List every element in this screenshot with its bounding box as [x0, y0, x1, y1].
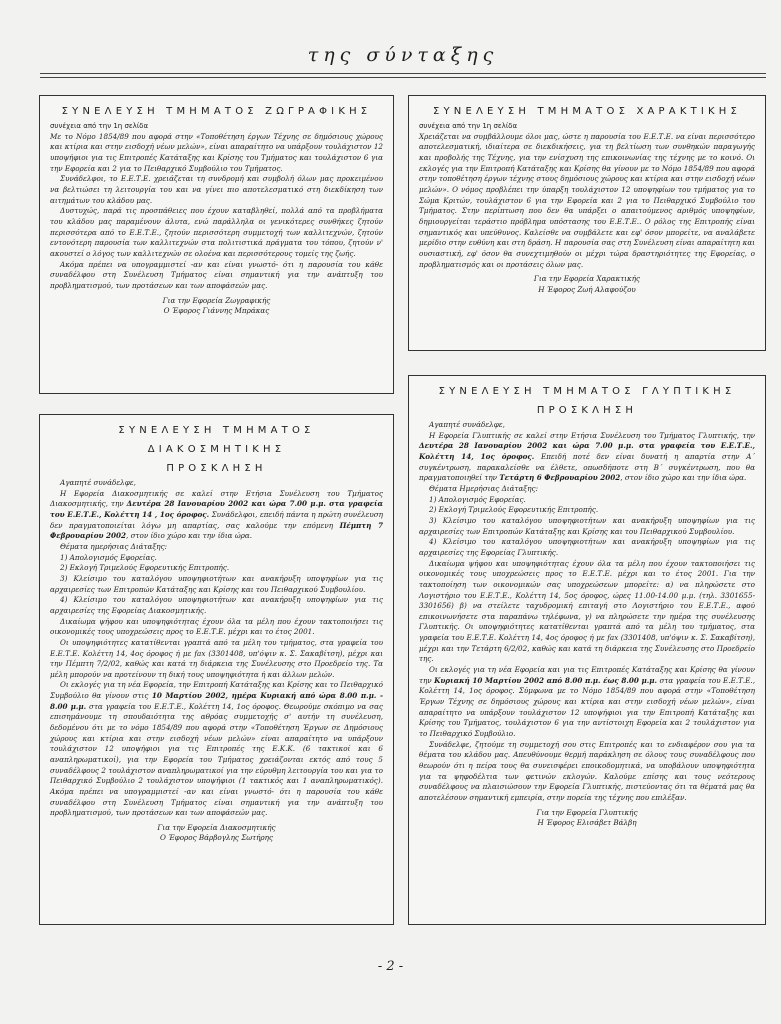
text-span: Επειδή ποτέ δεν είναι δυνατή η απαρτία στην Α΄ συγκέντρωση, παρακαλείσθε να έλθετε, οπωσδήποτε στη Β΄ συγκέντρωση, που θα πραγματοποιηθεί την [419, 451, 756, 483]
signature-line: Για την Εφορεία Ζωγραφικής [162, 295, 271, 305]
signature [419, 274, 755, 295]
signature [50, 823, 383, 844]
box-title: ΣΥΝΕΛΕΥΣΗ ΤΜΗΜΑΤΟΣ ΖΩΓΡΑΦΙΚΗΣ [61, 106, 372, 117]
greeting: Αγαπητέ συνάδελφε, [429, 420, 505, 429]
paragraph [419, 665, 755, 740]
paragraph: Δυστυχώς, παρά τις προσπάθειες που έχουν καταβληθεί, πολλά από τα προβλήματα του κλάδου μας παραμένουν άλυτα, ενώ παράλληλα οι γενικότερες συνθήκες ζητούν περισσότερα από το Ε.Ε.Τ.Ε., ζητούν περισσότερη συμμετοχή των καλλιτεχνών, ζητούν εντονότερη παρουσία των καλλιτεχνών στα πολιτιστικά πράγματα του τόπου, ζητούν ν' ακουστεί ο λόγος των καλλιτεχνών σε ολοένα και περισσότερους τομείς της ζωής. [50, 206, 383, 259]
article-body [50, 132, 383, 292]
agenda-item: 3) Κλείσιμο του καταλόγου υποψηφιοτήτων και ανακήρυξη υποψηφίων για τις αρχαιρεσίες των Επιτροπών Κατάταξης και Κρίσης και του Πειθαρχικού Συμβουλίου. [50, 573, 383, 594]
section-header: της σύνταξης [307, 44, 499, 66]
text-span: στα γραφεία του Ε.Ε.Τ.Ε., Κολέττη 14, 1ος όροφος. Σύμφωνα με το Νόμο 1854/89 που αφορά στην «Τοποθέτηση Έργων Τέχνης σε δημόσιους χώρους και κτίρια και στην εισδοχή νέων μελών», είναι απαραίτητο να υπάρξουν τουλάχιστον 12 υποψήφιοι για την Επιτροπή Κατάταξης και Κρίσης του Τμήματος, τουλάχιστον 6 για την αντίστοιχη Εφορεία και 2 τουλάχιστον για το Πειθαρχικό Συμβούλιο. [419, 675, 756, 739]
box-title: ΣΥΝΕΛΕΥΣΗ ΤΜΗΜΑΤΟΣ ΓΛΥΠΤΙΚΗΣ [438, 386, 736, 397]
signature-line: Για την Εφορεία Γλυπτικής [536, 807, 638, 817]
text-span: Συνάδελφοι, επειδή πάντα η πρώτη συνέλευση δεν πραγματοποιείται λόγω μη απαρτίας, σας καλούμε την επόμενη [50, 509, 383, 530]
box-subtitle: ΠΡΟΣΚΛΗΣΗ [536, 405, 638, 416]
continued-note: συνέχεια από την 1η σελίδα [50, 122, 149, 130]
header-rule-top [40, 73, 766, 74]
box-engraving [408, 95, 766, 351]
signature-name: Ο Έφορος Βάρβογλης Σωτήρης [160, 833, 273, 843]
article-body [419, 420, 755, 804]
signature-line: Για την Εφορεία Χαρακτικής [533, 274, 641, 284]
agenda-item: 2) Εκλογή Τριμελούς Εφορευτικής Επιτροπής. [60, 563, 230, 573]
signature-line: Για την Εφορεία Διακοσμητικής [157, 823, 276, 832]
agenda-item: 1) Απολογισμός Εφορείας. [60, 552, 157, 562]
page-number: - 2 - [377, 959, 404, 974]
signature-name: Ο Έφορος Γιάννης Μπράκας [163, 306, 270, 316]
signature-name: Η Έφορος Ζωή Αλαφούζου [538, 284, 636, 294]
text-span: Οι εκλογές για τη νέα Εφορεία, την Επιτροπή Κατάταξης και Κρίσης και το Πειθαρχικό Συμβούλιο θα γίνουν στις [50, 680, 383, 701]
signature [419, 808, 755, 829]
article-body [50, 478, 383, 819]
box-title: ΣΥΝΕΛΕΥΣΗ ΤΜΗΜΑΤΟΣ ΧΑΡΑΚΤΙΚΗΣ [432, 106, 742, 117]
paragraph: Δικαίωμα ψήφου και υποψηφιότητας έχουν όλα τα μέλη που έχουν τακτοποιήσει τις οικονομικές τους υποχρεώσεις προς το Ε.Ε.Τ.Ε. μέχρι και το έτος 2001. Για την τακτοποίηση των οικονομικών σας υποχρεώσεων μπορείτε: α) να πληρώσετε στο Λογιστήριο του Ε.Ε.Τ.Ε., Κολέττη 14, 5ος όροφος, ώρες 11.00-14.00 μ.μ. (τηλ. 3301655-3301656) β) να στείλετε ταχυδρομική επιταγή στο Λογιστήριο του Ε.Ε.Τ.Ε., αφού επικοινωνήσετε στα παραπάνω τηλέφωνα, γ) να πληρώσετε την ημέρα της συνέλευσης Γλυπτικής. Οι υποψηφιότητες κατατίθενται γραπτά από τα μέλη του τμήματος, στα γραφεία του Ε.Ε.Τ.Ε. Κολέττη 14, 4ος όροφος ή με fax (3301408, υπ'όψιν κ. Σ. Σακαβίτση), μέχρι και την Τετάρτη 6/2/02, καθώς και κατά τη διάρκεια της Συνέλευσης στο Προεδρείο της. [419, 558, 755, 664]
paragraph [50, 489, 383, 542]
text-span: Η Εφορεία Διακοσμητικής σε καλεί στην Ετήσια Συνέλευση του Τμήματος Διακοσμητικής, την [50, 488, 383, 509]
agenda-item: 4) Κλείσιμο του καταλόγου υποψηφιοτήτων και ανακήρυξη υποψηφίων για τις αρχαιρεσίες της Εφορείας Διακοσμητικής. [50, 595, 383, 615]
text-span: Οι εκλογές για τη νέα Εφορεία και για τις Επιτροπές Κατάταξης και Κρίσης θα γίνουν την [419, 665, 755, 685]
agenda-item: 4) Κλείσιμο του καταλόγου υποψηφιοτήτων και ανακήρυξη υποψηφίων για τις αρχαιρεσίες της Εφορείας Γλυπτικής. [419, 537, 755, 557]
paragraph: Συνάδελφοι, το Ε.Ε.Τ.Ε. χρειάζεται τη συνδρομή και συμβολή όλων μας προκειμένου να βελτιώσει τη λειτουργία του και να γίνει πιο αποτελεσματικό στη διεκδίκηση των αιτημάτων του κλάδου μας. [50, 174, 383, 205]
paragraph: Συνάδελφε, ζητούμε τη συμμετοχή σου στις Επιτροπές και το ενδιαφέρον σου για τα θέματα του κλάδου μας. Απευθύνουμε θερμή παράκληση σε όλους τους συναδέλφους που θεωρούν ότι η πείρα τους θα συνεισφέρει εποικοδομητικά, να υποβάλουν υποψηφιότητα για τα ψηφοδέλτια των φετινών εκλογών. Καλούμε επίσης και τους νεότερους συναδέλφους να πλαισιώσουν την Εφορεία Γλυπτικής, πιστεύοντας ότι τα θέματά μας θα αποτελέσουν σημαντική εμπειρία, στην πορεία της τέχνης που επιλέξαν. [419, 739, 755, 802]
box-painting [39, 95, 394, 394]
text-span: , στον ίδιο χώρο και την ίδια ώρα. [126, 531, 253, 541]
paragraph: Δικαίωμα ψήφου και υποψηφιότητας έχουν όλα τα μέλη που έχουν τακτοποιήσει τις οικονομικές τους υποχρεώσεις προς το Ε.Ε.Τ.Ε. μέχρι και το έτος 2001. [50, 616, 383, 637]
agenda-item: 2) Εκλογή Τριμελούς Εφορευτικής Επιτροπής. [429, 505, 599, 515]
date-emphasis: Τετάρτη 6 Φεβρουαρίου 2002 [499, 473, 621, 483]
box-sculpture [408, 375, 766, 925]
agenda-title: Θέματα ημερήσιας Διάταξης: [60, 541, 168, 551]
box-subtitle: ΠΡΟΣΚΛΗΣΗ [166, 463, 267, 474]
signature [50, 296, 383, 317]
paragraph: Με το Νόμο 1854/89 που αφορά στην «Τοποθέτηση έργων Τέχνης σε δημόσιους χώρους και κτίρια και στην εισδοχή νέων μελών», είναι απαραίτητο να υπάρξουν τουλάχιστον 12 υποψήφιοι για τις Επιτροπές Κατάταξης και Κρίσης του Τμήματος και τουλάχιστον 6 για την Εφορεία και 2 για το Πειθαρχικό Συμβούλιο του Τμήματος. [50, 131, 383, 173]
paragraph: Οι υποψηφιότητες κατατίθενται γραπτά από τα μέλη του τμήματος, στα γραφεία του Ε.Ε.Τ.Ε. Κολέττη 14, 4ος όροφος ή με fax (3301408, υπ'όψιν κ. Σ. Σακαβίτση), μέχρι και την Πέμπτη 7/2/02, καθώς και κατά τη διάρκεια της Συνέλευσης στο Προεδρείο της. Τα μέλη μπορούν να προτείνουν τη δική τους υποψηφιότητα ή και άλλων μελών. [50, 637, 383, 679]
date-emphasis: Κυριακή 10 Μαρτίου 2002 από 8.00 π.μ. έως 8.00 μ.μ. [434, 675, 658, 685]
paragraph [50, 680, 383, 819]
text-span: στα γραφεία του Ε.Ε.Τ.Ε., Κολέττη 14, 1ος όροφος. Θεωρούμε σκόπιμο να σας επισημάνουμε τη σπουδαιότητα της αθρόας συμμετοχής σ' αυτήν τη συνέλευση, δεδομένου ότι με το νόμο 1854/89 που αφορά στην «Τοποθέτηση Έργων σε Δημόσιους χώρους και κτίρια και στην εισδοχή νέων μελών» είναι απαραίτητο να υπάρξουν τουλάχιστον 12 υποψήφιοι για τις Επιτροπές της Ε.Κ.Κ. (6 τακτικοί και 6 αναπληρωματικοί), για την Εφορεία του Τμήματος χρειάζονται εκτός από τους 5 συναδέλφους 2 τουλάχιστον αναπληρωματικοί για την εύρυθμη λειτουργία του και για το Πειθαρχικό Συμβούλιο 2 τουλάχιστον υποψήφιοι (1 τακτικός και 1 αναπληρωματικός). Ακόμα πρέπει να υπογραμμιστεί -αν και είναι γνωστό- ότι η παρουσία του κάθε συναδέλφου στη Συνέλευση Τμήματος είναι σημαντική για την ανάπτυξη του προβληματισμού, των προτάσεων και των αποφάσεών μας. [50, 701, 383, 818]
agenda-item: 3) Κλείσιμο του καταλόγου υποψηφιοτήτων και ανακήρυξη υποψηφίων για τις αρχαιρεσίες των Επιτροπών Κατάταξης και Κρίσης και του Πειθαρχικού Συμβουλίου. [419, 515, 755, 536]
paragraph: Χρειάζεται να συμβάλλουμε όλοι μας, ώστε η παρουσία του Ε.Ε.Τ.Ε. να είναι περισσότερο αποτελεσματική, ιδιαίτερα σε διεκδικήσεις, για τη βελτίωση των συνθηκών παραγωγής και προβολής της Τέχνης, για την ενίσχυση της επικοινωνίας της τέχνης με το κοινό. Οι εκλογές για την Επιτροπή Κατάταξης και Κρίσης θα γίνουν με το Νόμο 1854/89 που αφορά στην τοποθέτηση έργων τέχνης στους δημόσιους χώρους και κτίρια και στην εισδοχή νέων μελών». Ο νόμος προβλέπει την ύπαρξη τουλάχιστον 12 υποψηφίων του τμήματος για το Σώμα Κριτών, τουλάχιστον 6 για την Εφορεία και 2 για το Πειθαρχικό Συμβούλιο του Τμήματος. Στην περίπτωση που δεν θα υπάρξει ο απαιτούμενος αριθμός υποψηφίων, δημιουργείται τεράστιο πρόβλημα υπόστασης του Ε.Ε.Τ.Ε.. Ο ρόλος της Επιτροπής είναι σημαντικός και υπεύθυνος. Καλείσθε να συμβάλετε και εφ' όσον μπορείτε, να αναλάβετε μερίδιο στην ευθύνη και στη δράση. Η παρουσία σας στη Συνέλευση είναι απαραίτητη και ουσιαστική, εφ' όσον θα συνεχτιμηθούν οι μέχρι τώρα δραστηριότητες της Εφορείας, ο προβληματισμός και οι προτάσεις όλων μας. [419, 131, 755, 269]
text-span: , στον ίδιο χώρο και την ίδια ώρα. [620, 473, 747, 483]
agenda-item: 1) Απολογισμός Εφορείας. [429, 494, 526, 504]
date-emphasis: Δευτέρα 28 Ιανουαρίου 2002 και ώρα 7.00 μ.μ. στα γραφεία του Ε.Ε.Τ.Ε., Κολέττη 14 , 1ος όροφος. [50, 499, 383, 519]
date-emphasis: Δευτέρα 28 Ιανουαρίου 2002 και ώρα 7.00 μ.μ. στα γραφεία του Ε.Ε.Τ.Ε., Κολέττη 14, 1ος όροφος. [419, 441, 755, 461]
date-emphasis: 10 Μαρτίου 2002, ημέρα Κυριακή από ώρα 8.00 π.μ. - 8.00 μ.μ. [50, 691, 383, 711]
continued-note: συνέχεια από την 1η σελίδα [419, 122, 518, 130]
signature-name: Η Έφορος Ελισάβετ Βάλβη [537, 818, 637, 828]
header-rule-bottom [40, 77, 766, 78]
article-body [419, 132, 755, 271]
text-span: Η Εφορεία Γλυπτικής σε καλεί στην Ετήσια Συνέλευση του Τμήματος Γλυπτικής, την [429, 430, 755, 440]
box-decorative [39, 414, 394, 925]
box-title: ΣΥΝΕΛΕΥΣΗ ΤΜΗΜΑΤΟΣ ΔΙΑΚΟΣΜΗΤΙΚΗΣ [118, 425, 315, 455]
date-emphasis: Πέμπτη 7 Φεβρουαρίου 2002 [50, 520, 384, 541]
greeting: Αγαπητέ συνάδελφε, [60, 478, 136, 487]
agenda-title: Θέματα Ημερήσιας Διάταξης: [429, 483, 539, 493]
paragraph: Ακόμα πρέπει να υπογραμμιστεί -αν και είναι γνωστό- ότι η παρουσία του κάθε συναδέλφου στη Συνέλευση Τμήματος είναι σημαντική για την ανάπτυξη του προβληματισμού, των προτάσεων και των αποφάσεών μας. [50, 259, 383, 290]
paragraph [419, 431, 755, 484]
